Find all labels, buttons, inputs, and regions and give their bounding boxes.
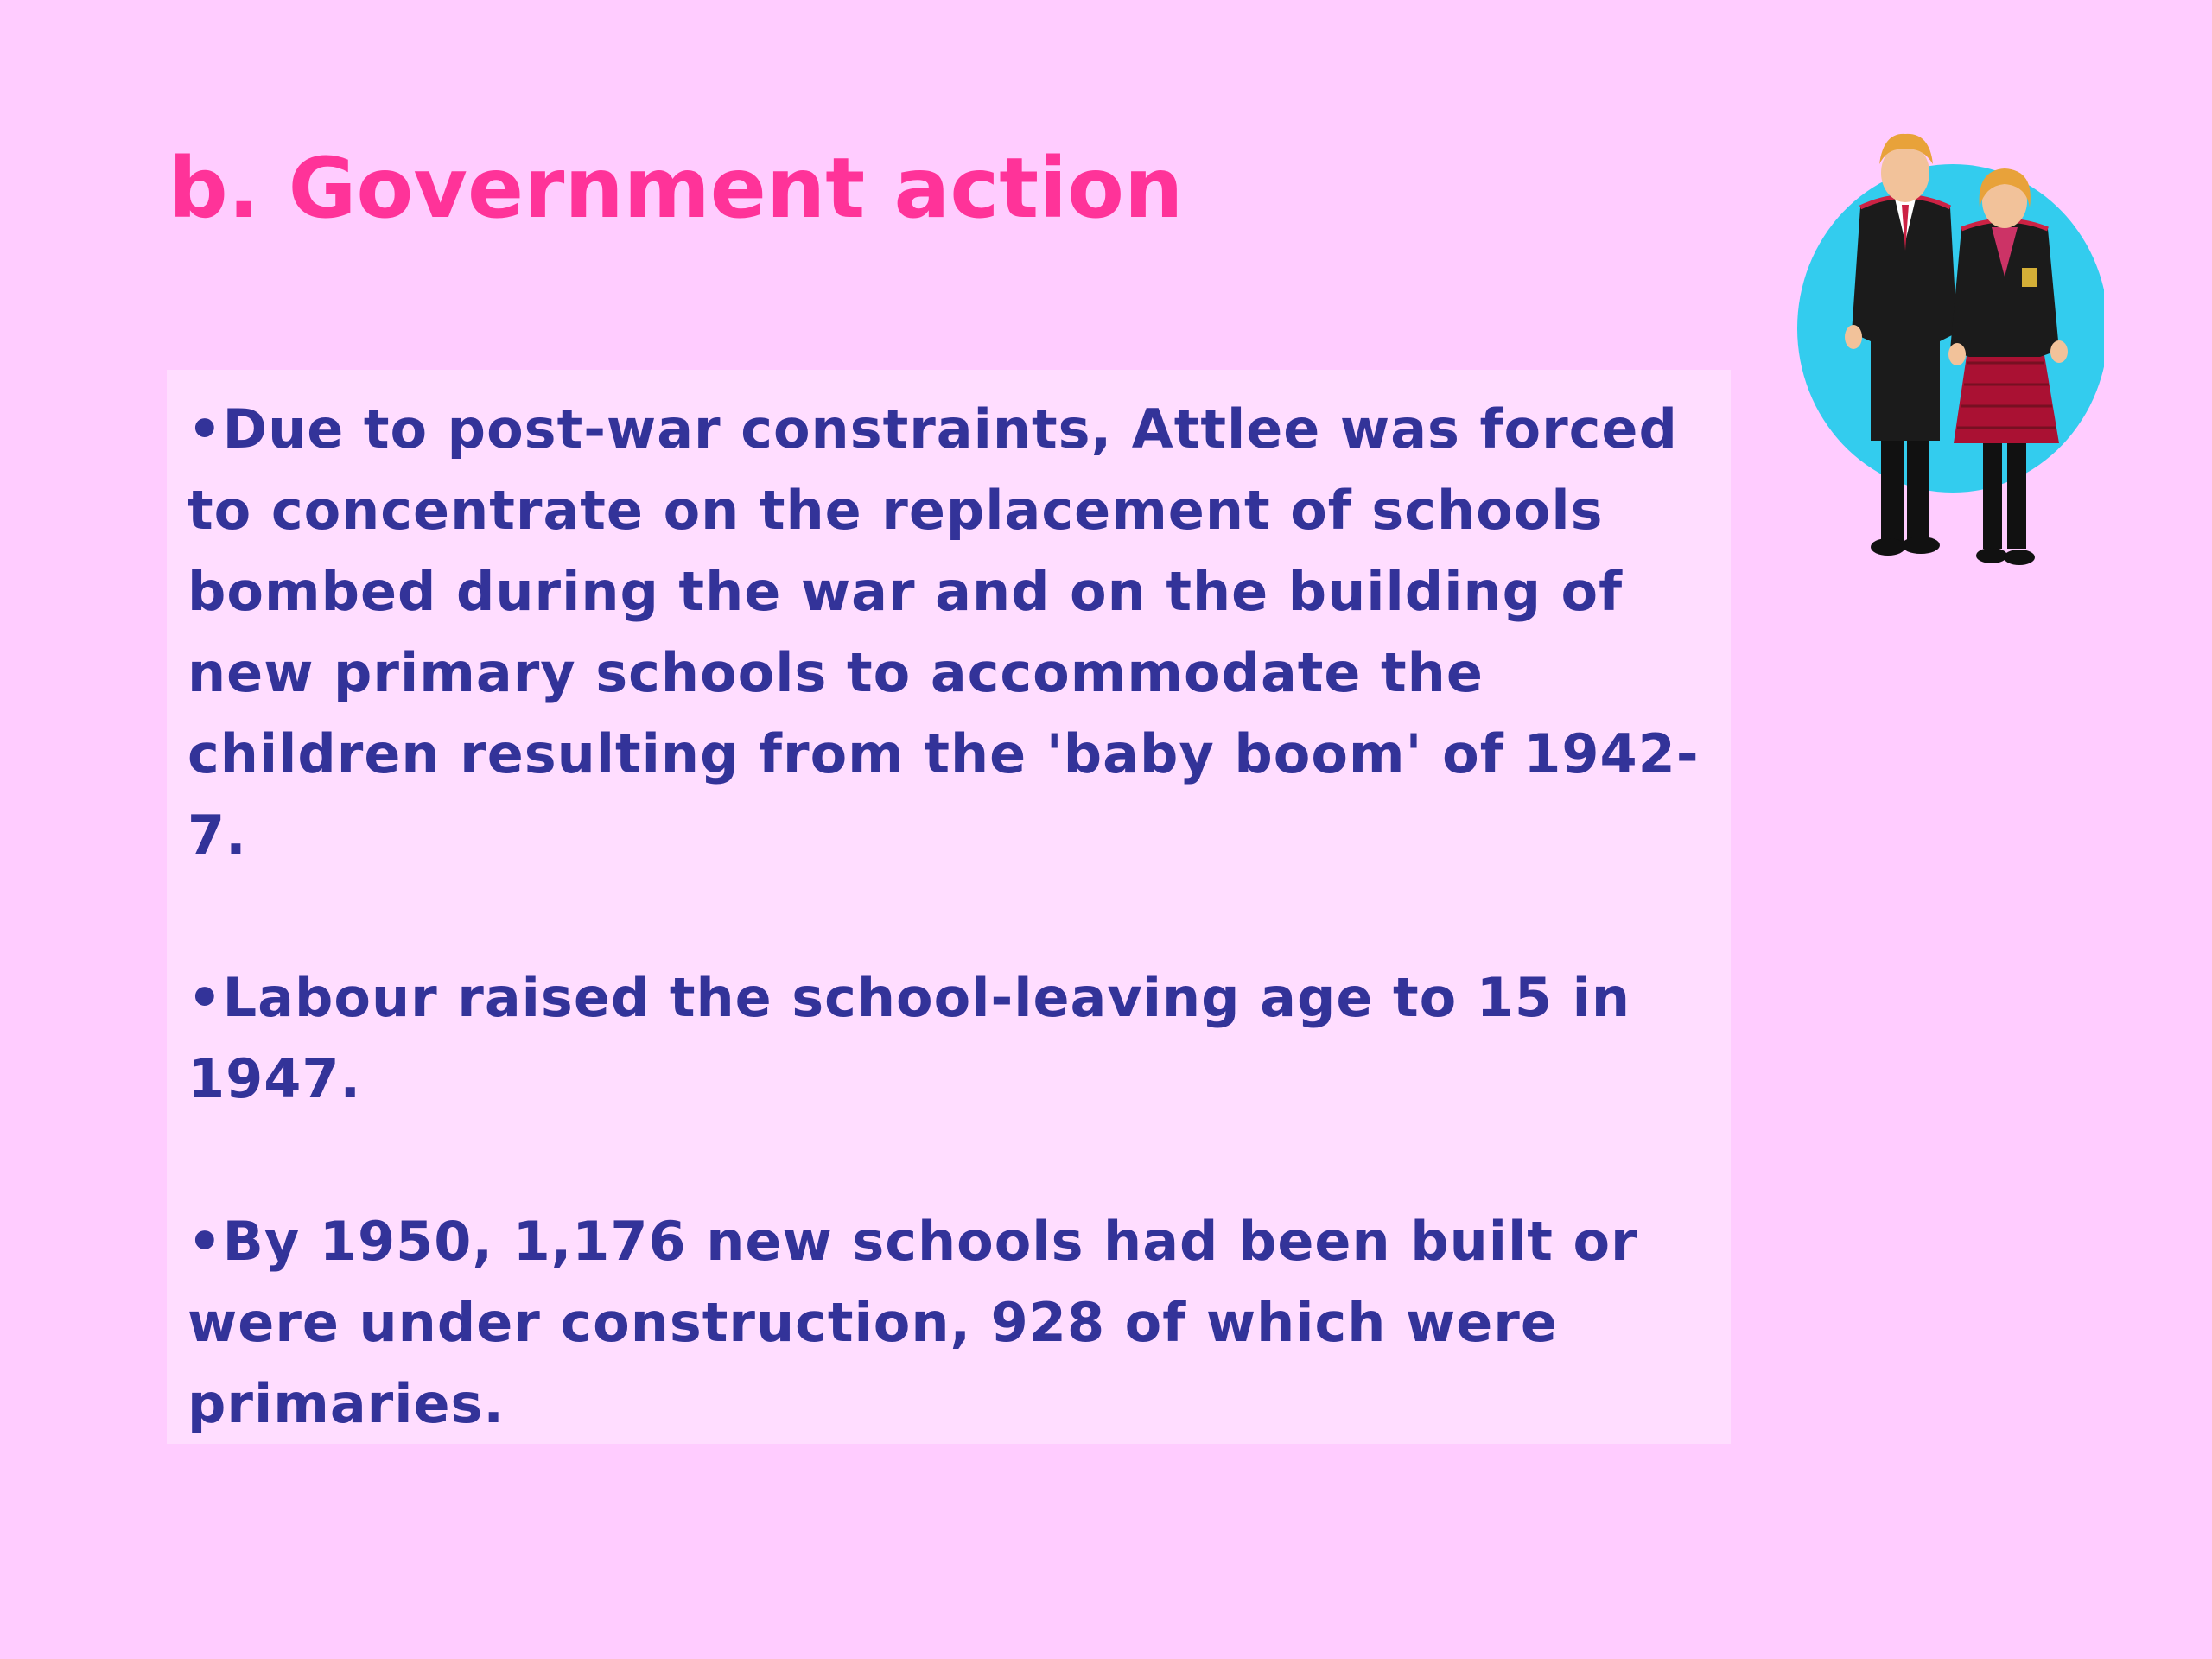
- bullet-text: •Labour raised the school-leaving age to 15 in 1947.: [188, 966, 1631, 1110]
- bullet-text: •Due to post-war constraints, Attlee was forced to concentrate on the replacement of schools bombed during the war and on the building of new primary schools to accommodate the children resulting from the 'baby boom' of 1942-7.: [188, 397, 1700, 867]
- content-box: [167, 370, 1731, 1444]
- bullet-text: •By 1950, 1,176 new schools had been built or were under construction, 928 of which were primaries.: [188, 1210, 1638, 1435]
- slide-title: b. Government action: [168, 140, 1184, 237]
- school-children-icon: [1784, 125, 2104, 575]
